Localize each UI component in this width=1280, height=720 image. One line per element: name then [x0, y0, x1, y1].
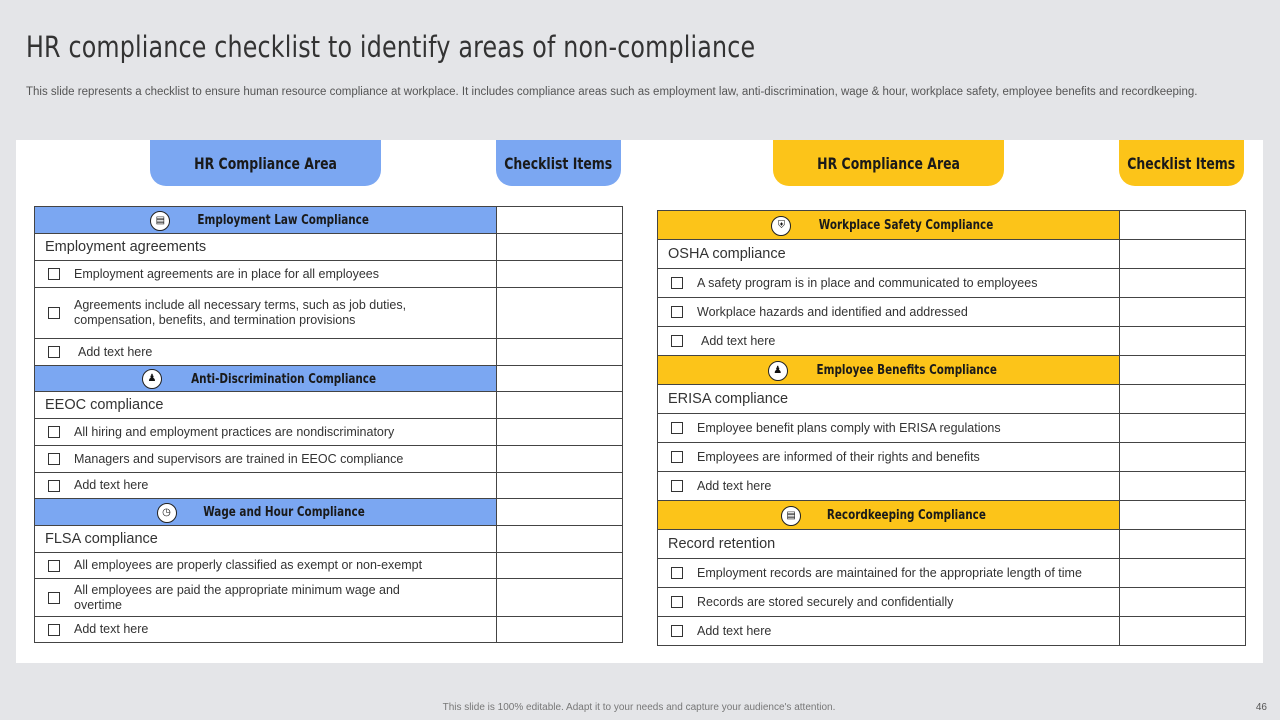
- checkbox[interactable]: [48, 480, 60, 492]
- section-heading: EEOC compliance: [35, 392, 497, 419]
- checklist-row: [658, 443, 1246, 472]
- left-checklist-header-tab: [496, 140, 621, 186]
- section-heading-row: [658, 240, 1246, 269]
- checklist-item-text: A safety program is in place and communicated to employees: [697, 275, 1038, 290]
- checklist-row: [658, 414, 1246, 443]
- checklist-item-text: Add text here: [697, 478, 772, 493]
- checklist-item-text: Employees are informed of their rights and benefits: [697, 449, 980, 464]
- checklist-item-text: Add text here: [74, 478, 149, 492]
- section-heading: Employment agreements: [35, 234, 497, 261]
- right-area-header-label: HR Compliance Area: [817, 153, 960, 173]
- section-row: [658, 356, 1246, 385]
- section-row: [658, 501, 1246, 530]
- section-row: [35, 499, 623, 526]
- section-heading: Record retention: [658, 530, 1120, 559]
- checkbox[interactable]: [671, 625, 683, 637]
- checklist-item-text: Employment agreements are in place for all employees: [74, 266, 380, 281]
- section-heading-row: [35, 392, 623, 419]
- checklist-row: [658, 472, 1246, 501]
- checkbox[interactable]: [48, 624, 60, 636]
- checklist-item-text: All employees are paid the appropriate minimum wage and overtime: [74, 582, 400, 612]
- slide-title: HR compliance checklist to identify areas of non-compliance: [26, 30, 756, 64]
- section-row: [35, 207, 623, 234]
- shield-icon: ⛨: [771, 216, 791, 236]
- section-heading: OSHA compliance: [658, 240, 1120, 269]
- page-number: 46: [1255, 702, 1267, 713]
- checklist-row: [35, 288, 623, 339]
- checklist-row: [35, 473, 623, 499]
- slide-subtitle: This slide represents a checklist to ensure human resource compliance at workplace. It includes compliance areas such as employment law, anti-discrimination, wage & hour, workplace safety, employee benefits and recordkeeping.: [26, 86, 1198, 98]
- checkbox[interactable]: [671, 335, 683, 347]
- slide-footer: This slide is 100% editable. Adapt it to your needs and capture your audience's attention.: [442, 702, 836, 713]
- clock-money-icon: ◷: [157, 503, 177, 523]
- checkbox[interactable]: [48, 426, 60, 438]
- checklist-item-text: Records are stored securely and confidentially: [697, 594, 954, 609]
- checklist-row: [658, 559, 1246, 588]
- checklist-item-text: Add text here: [701, 333, 776, 348]
- checklist-row: [35, 261, 623, 288]
- checklist-item-text: Agreements include all necessary terms, such as job duties, compensation, benefits, and termination provisions: [74, 298, 407, 327]
- section-heading: ERISA compliance: [658, 385, 1120, 414]
- section-label: Workplace Safety Compliance: [819, 218, 994, 233]
- checkbox[interactable]: [48, 268, 60, 280]
- checkbox[interactable]: [671, 567, 683, 579]
- checkbox[interactable]: [671, 306, 683, 318]
- section-label: Recordkeeping Compliance: [827, 508, 986, 523]
- checkbox[interactable]: [48, 346, 60, 358]
- records-icon: ▤: [781, 506, 801, 526]
- checklist-row: [35, 339, 623, 366]
- checkbox[interactable]: [671, 422, 683, 434]
- right-checklist-table: [657, 210, 1246, 646]
- checklist-item-text: Add text here: [74, 622, 149, 636]
- checklist-row: [658, 617, 1246, 646]
- document-icon: ▤: [150, 211, 170, 231]
- checkbox[interactable]: [671, 480, 683, 492]
- checklist-row: [35, 579, 623, 617]
- checklist-row: [35, 419, 623, 446]
- section-heading-row: [35, 526, 623, 553]
- left-area-header-label: HR Compliance Area: [194, 153, 337, 173]
- checklist-item-text: All employees are properly classified as exempt or non-exempt: [74, 558, 423, 572]
- checklist-item-text: Managers and supervisors are trained in EEOC compliance: [74, 451, 404, 466]
- checkbox[interactable]: [48, 560, 60, 572]
- section-label: Wage and Hour Compliance: [202, 505, 365, 520]
- checklist-item-text: Workplace hazards and identified and addressed: [697, 304, 968, 319]
- team-icon: ♟: [768, 361, 788, 381]
- checklist-row: [658, 269, 1246, 298]
- checklist-row: [658, 588, 1246, 617]
- checklist-item-text: Employment records are maintained for the appropriate length of time: [697, 565, 1082, 580]
- section-heading-row: [658, 385, 1246, 414]
- right-checklist-header-label: Checklist Items: [1127, 153, 1236, 173]
- left-checklist-header-label: Checklist Items: [504, 153, 613, 173]
- left-area-header-tab: [150, 140, 381, 186]
- checklist-row: [658, 298, 1246, 327]
- checklist-row: [35, 617, 623, 643]
- checkbox[interactable]: [671, 451, 683, 463]
- section-row: [35, 366, 623, 392]
- checklist-item-text: Add text here: [697, 623, 772, 638]
- checklist-row: [35, 446, 623, 473]
- right-checklist-header-tab: [1119, 140, 1244, 186]
- checklist-row: [658, 327, 1246, 356]
- checkbox[interactable]: [48, 592, 60, 604]
- section-row: [658, 211, 1246, 240]
- section-label: Anti-Discrimination Compliance: [191, 371, 376, 387]
- checkbox[interactable]: [48, 453, 60, 465]
- section-label: Employment Law Compliance: [197, 213, 370, 228]
- checklist-item-text: Add text here: [78, 344, 153, 359]
- checkbox[interactable]: [48, 307, 60, 319]
- section-heading-row: [35, 234, 623, 261]
- right-area-header-tab: [773, 140, 1004, 186]
- checklist-item-text: Employee benefit plans comply with ERISA regulations: [697, 420, 1001, 435]
- checklist-item-text: All hiring and employment practices are nondiscriminatory: [74, 424, 395, 439]
- section-heading-row: [658, 530, 1246, 559]
- checkbox[interactable]: [671, 596, 683, 608]
- section-label: Employee Benefits Compliance: [816, 363, 997, 378]
- people-icon: ♟: [142, 369, 162, 389]
- left-checklist-table: [34, 206, 623, 643]
- checkbox[interactable]: [671, 277, 683, 289]
- checklist-row: [35, 553, 623, 579]
- section-heading: FLSA compliance: [35, 526, 497, 553]
